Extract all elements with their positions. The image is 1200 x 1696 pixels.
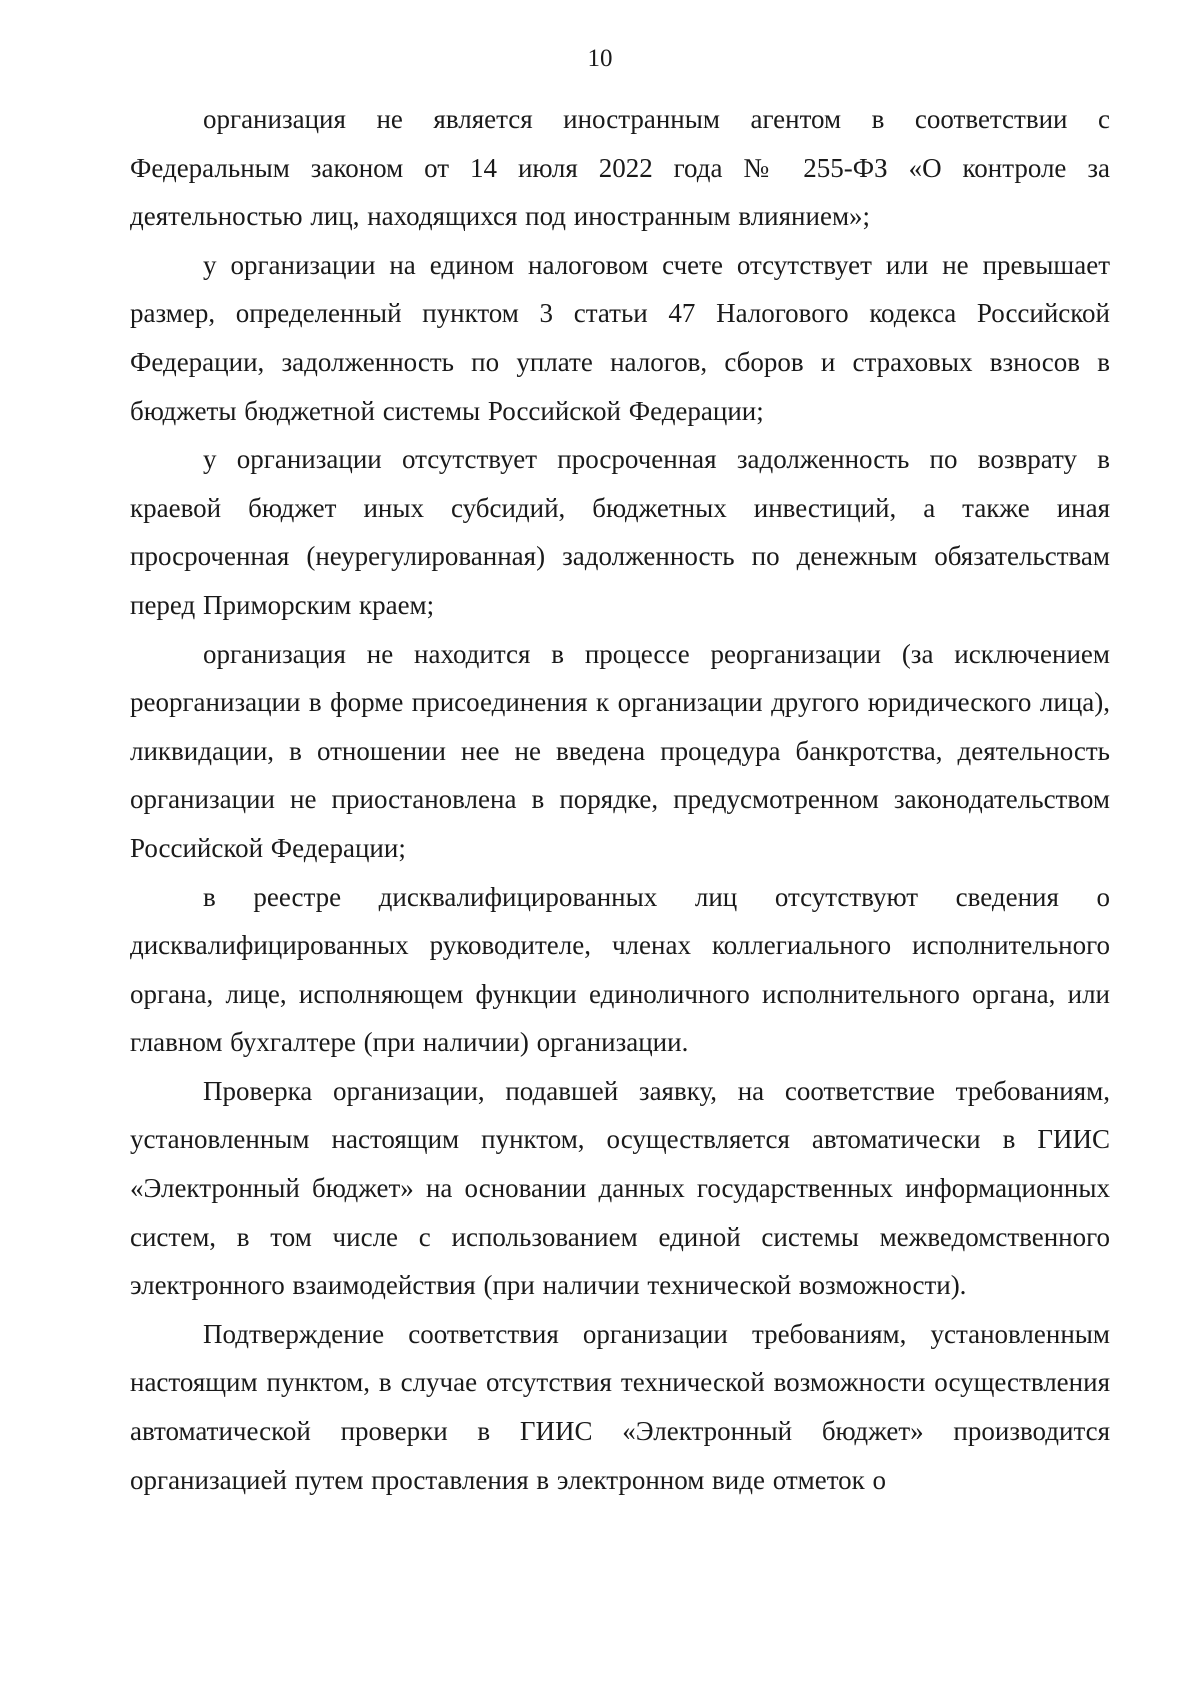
page-number: 10 [587, 45, 613, 72]
paragraph-disqualified-registry: в реестре дисквалифицированных лиц отсутствуют сведения о дисквалифицированных руководителе, членах коллегиального исполнительного органа, лице, исполняющем функции единоличного исполнительного органа, или главном бухгалтере (при наличии) организации. [130, 881, 1110, 1058]
document-body [130, 95, 1110, 1504]
paragraph-confirmation: Подтверждение соответствия организации требованиям, установленным настоящим пунктом, в случае отсутствия технической возможности осуществления автоматической проверки в ГИИС «Электронный бюджет» производится организацией путем проставления в электронном виде отметок о [130, 1318, 1110, 1495]
paragraph-foreign-agent: организация не является иностранным агентом в соответствии с Федеральным законом от 14 июля 2022 года № 255-ФЗ «О контроле за деятельностью лиц, находящихся под иностранным влиянием»; [130, 104, 1110, 232]
paragraph-overdue-debt: у организации отсутствует просроченная задолженность по возврату в краевой бюджет иных субсидий, бюджетных инвестиций, а также иная просроченная (неурегулированная) задолженность по денежным обязательствам перед Приморским краем; [130, 444, 1110, 620]
paragraph-automatic-check: Проверка организации, подавшей заявку, на соответствие требованиям, установленным настоящим пунктом, осуществляется автоматически в ГИИС «Электронный бюджет» на основании данных государственных информационных систем, в том числе с использованием единой системы межведомственного электронного взаимодействия (при наличии технической возможности). [130, 1075, 1110, 1301]
paragraph-reorganization: организация не находится в процессе реорганизации (за исключением реорганизации в форме присоединения к организации другого юридического лица), ликвидации, в отношении нее не введена процедура банкротства, деятельность организации не приостановлена в порядке, предусмотренном законодательством Российской Федерации; [130, 638, 1110, 863]
paragraph-tax-debt: у организации на едином налоговом счете отсутствует или не превышает размер, определенный пунктом 3 статьи 47 Налогового кодекса Российской Федерации, задолженность по уплате налогов, сборов и страховых взносов в бюджеты бюджетной системы Российской Федерации; [130, 249, 1110, 426]
